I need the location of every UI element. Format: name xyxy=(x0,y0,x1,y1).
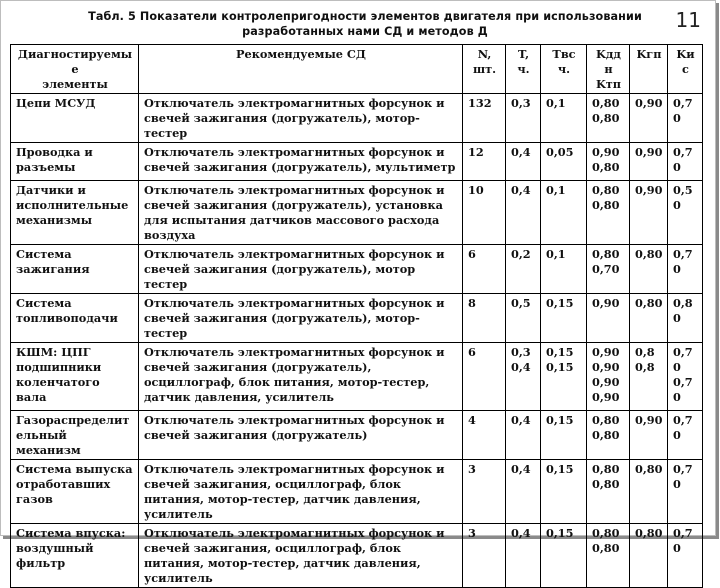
cell-kis: 0,80 xyxy=(668,294,703,343)
cell-element: Датчики и исполнительные механизмы xyxy=(11,181,139,245)
cell-kddn: 0,90 0,90 0,90 0,90 xyxy=(587,343,630,411)
table-row xyxy=(11,94,703,143)
cell-kddn: 0,80 0,80 xyxy=(587,94,630,143)
header-kddn: Kддн Kтп xyxy=(587,45,630,94)
cell-n: 12 xyxy=(463,143,506,181)
cell-n: 10 xyxy=(463,181,506,245)
cell-n: 6 xyxy=(463,343,506,411)
cell-kgp: 0,90 xyxy=(630,411,668,460)
cell-sd: Отключатель электромагнитных форсунок и свечей зажигания, осциллограф, блок питания, мотор-тестер, датчик давления, усилитель xyxy=(139,524,463,588)
cell-element: КШМ: ЦПГ подшипники коленчатого вала xyxy=(11,343,139,411)
cell-element: Система зажигания xyxy=(11,245,139,294)
table-row xyxy=(11,411,703,460)
cell-t: 0,4 xyxy=(506,181,541,245)
cell-t: 0,3 0,4 xyxy=(506,343,541,411)
table-title: Табл. 5 Показатели контролепригодности элементов двигателя при использовании разработанных нами СД и методов Д xyxy=(88,10,642,38)
cell-kddn: 0,80 0,80 xyxy=(587,524,630,588)
table-row xyxy=(11,343,703,411)
cell-sd: Отключатель электромагнитных форсунок и свечей зажигания (догружатель), мотор-тестер xyxy=(139,294,463,343)
header-recommended-sd: Рекомендуемые СД xyxy=(139,45,463,94)
slide-number: 11 xyxy=(675,8,701,32)
header-kis: Kис xyxy=(668,45,703,94)
cell-tvs: 0,1 xyxy=(541,245,587,294)
header-tvs: Tвс ч. xyxy=(541,45,587,94)
cell-kddn: 0,80 0,70 xyxy=(587,245,630,294)
cell-kis: 0,70 xyxy=(668,143,703,181)
header-n: N, шт. xyxy=(463,45,506,94)
cell-t: 0,2 xyxy=(506,245,541,294)
cell-tvs: 0,15 xyxy=(541,294,587,343)
cell-kgp: 0,8 0,8 xyxy=(630,343,668,411)
table-row xyxy=(11,294,703,343)
cell-kgp: 0,90 xyxy=(630,94,668,143)
cell-t: 0,4 xyxy=(506,460,541,524)
cell-t: 0,4 xyxy=(506,411,541,460)
cell-element: Система впуска: воздушный фильтр xyxy=(11,524,139,588)
cell-kddn: 0,80 0,80 xyxy=(587,460,630,524)
cell-n: 3 xyxy=(463,524,506,588)
cell-element: Система топливоподачи xyxy=(11,294,139,343)
table-header-row xyxy=(11,45,703,94)
cell-tvs: 0,1 xyxy=(541,94,587,143)
cell-sd: Отключатель электромагнитных форсунок и свечей зажигания (догружатель), мотор-тестер xyxy=(139,94,463,143)
cell-kddn: 0,80 0,80 xyxy=(587,411,630,460)
cell-tvs: 0,05 xyxy=(541,143,587,181)
diagnostics-table xyxy=(10,44,703,588)
cell-kis: 0,70 xyxy=(668,460,703,524)
cell-tvs: 0,15 xyxy=(541,524,587,588)
cell-sd: Отключатель электромагнитных форсунок и свечей зажигания (догружатель), установка для испытания датчиков массового расхода воздуха xyxy=(139,181,463,245)
table-row xyxy=(11,181,703,245)
cell-kgp: 0,90 xyxy=(630,143,668,181)
header-kgp: Kгп xyxy=(630,45,668,94)
cell-t: 0,5 xyxy=(506,294,541,343)
cell-kddn: 0,80 0,80 xyxy=(587,181,630,245)
table-row xyxy=(11,143,703,181)
cell-tvs: 0,1 xyxy=(541,181,587,245)
cell-element: Цепи МСУД xyxy=(11,94,139,143)
cell-sd: Отключатель электромагнитных форсунок и свечей зажигания, осциллограф, блок питания, мотор-тестер, датчик давления, усилитель xyxy=(139,460,463,524)
cell-kgp: 0,80 xyxy=(630,460,668,524)
cell-sd: Отключатель электромагнитных форсунок и свечей зажигания (догружатель), мультиметр xyxy=(139,143,463,181)
cell-kis: 0,70 xyxy=(668,245,703,294)
cell-element: Газораспределительный механизм xyxy=(11,411,139,460)
cell-element: Система выпуска отработавших газов xyxy=(11,460,139,524)
cell-kgp: 0,90 xyxy=(630,181,668,245)
cell-t: 0,3 xyxy=(506,94,541,143)
cell-kis: 0,70 0,70 xyxy=(668,343,703,411)
cell-sd: Отключатель электромагнитных форсунок и свечей зажигания (догружатель), осциллограф, блок питания, мотор-тестер, датчик давления, усилитель xyxy=(139,343,463,411)
cell-kis: 0,70 xyxy=(668,94,703,143)
cell-n: 8 xyxy=(463,294,506,343)
cell-sd: Отключатель электромагнитных форсунок и свечей зажигания (догружатель), мотор тестер xyxy=(139,245,463,294)
cell-kis: 0,70 xyxy=(668,411,703,460)
cell-kis: 0,50 xyxy=(668,181,703,245)
cell-tvs: 0,15 xyxy=(541,460,587,524)
cell-t: 0,4 xyxy=(506,524,541,588)
cell-kgp: 0,80 xyxy=(630,524,668,588)
cell-kgp: 0,80 xyxy=(630,245,668,294)
cell-n: 132 xyxy=(463,94,506,143)
cell-n: 4 xyxy=(463,411,506,460)
cell-n: 3 xyxy=(463,460,506,524)
header-t: T, ч. xyxy=(506,45,541,94)
cell-kddn: 0,90 0,80 xyxy=(587,143,630,181)
cell-element: Проводка и разъемы xyxy=(11,143,139,181)
cell-tvs: 0,15 xyxy=(541,411,587,460)
cell-n: 6 xyxy=(463,245,506,294)
table-row xyxy=(11,524,703,588)
cell-kis: 0,70 xyxy=(668,524,703,588)
cell-kgp: 0,80 xyxy=(630,294,668,343)
cell-t: 0,4 xyxy=(506,143,541,181)
cell-sd: Отключатель электромагнитных форсунок и свечей зажигания (догружатель) xyxy=(139,411,463,460)
header-elements: Диагностируемые элементы xyxy=(11,45,139,94)
cell-kddn: 0,90 xyxy=(587,294,630,343)
table-row xyxy=(11,245,703,294)
cell-tvs: 0,15 0,15 xyxy=(541,343,587,411)
table-row xyxy=(11,460,703,524)
